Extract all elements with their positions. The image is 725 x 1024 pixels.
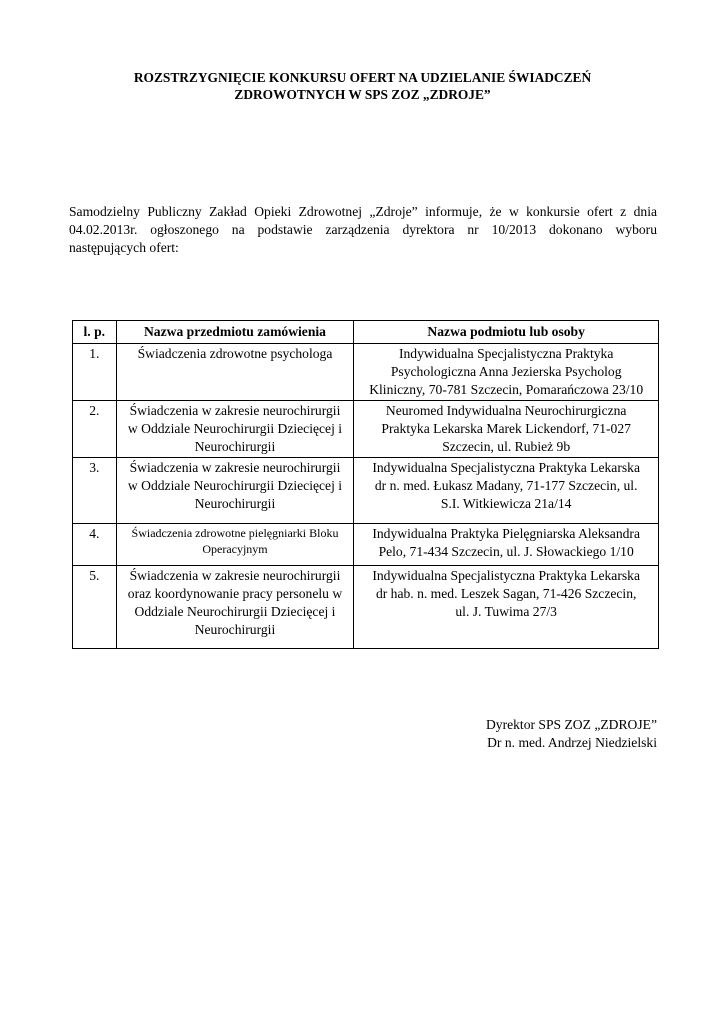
signature-name: Dr n. med. Andrzej Niedzielski (487, 735, 657, 750)
subject-line: Świadczenia zdrowotne pielęgniarki Bloku (131, 526, 339, 540)
row-number: 1. (73, 344, 117, 401)
row-number: 3. (73, 458, 117, 524)
row-subject (116, 344, 354, 401)
provider-line: Psychologiczna Anna Jezierska Psycholog (390, 364, 622, 379)
row-number: 2. (73, 401, 117, 458)
row-number: 5. (73, 566, 117, 649)
subject-line: Neurochirurgii (194, 496, 276, 511)
row-subject (116, 458, 354, 524)
row-subject (116, 524, 354, 566)
subject-line: oraz koordynowanie pracy personelu w (127, 586, 343, 601)
row-provider (354, 401, 659, 458)
provider-line: Indywidualna Praktyka Pielęgniarska Aleksandra (372, 526, 640, 541)
intro-line-2: 04.02.2013r. ogłoszonego na podstawie zarządzenia dyrektora nr 10/2013 dokonano wyboru (69, 222, 657, 237)
provider-line: Praktyka Lekarska Marek Lickendorf, 71-027 (381, 421, 631, 436)
header-lp: l. p. (73, 321, 117, 344)
provider-line: Szczecin, ul. Rubież 9b (442, 439, 571, 454)
signature-title: Dyrektor SPS ZOZ „ZDROJE” (485, 717, 657, 732)
row-provider (354, 566, 659, 649)
subject-line: w Oddziale Neurochirurgii Dziecięcej i (127, 421, 343, 436)
provider-line: Indywidualna Specjalistyczna Praktyka Lekarska (372, 568, 640, 583)
table-row (73, 401, 659, 458)
intro-line-1: Samodzielny Publiczny Zakład Opieki Zdrowotnej „Zdroje” informuje, że w konkursie ofert z dnia (69, 204, 657, 219)
subject-line: Świadczenia zdrowotne psychologa (137, 346, 333, 361)
row-provider (354, 458, 659, 524)
provider-line: Kliniczny, 70-781 Szczecin, Pomarańczowa 23/10 (369, 382, 644, 397)
provider-line: Pelo, 71-434 Szczecin, ul. J. Słowackiego 1/10 (378, 544, 634, 559)
provider-line: ul. J. Tuwima 27/3 (455, 604, 557, 619)
title-line-1: ROZSTRZYGNIĘCIE KONKURSU OFERT NA UDZIELANIE ŚWIADCZEŃ (133, 70, 592, 85)
subject-line: Neurochirurgii (194, 439, 276, 454)
provider-line: dr n. med. Łukasz Madany, 71-177 Szczecin, ul. (374, 478, 638, 493)
row-provider (354, 344, 659, 401)
row-subject (116, 401, 354, 458)
title-line-2: ZDROWOTNYCH W SPS ZOZ „ZDROJE” (234, 87, 491, 102)
document-title (60, 69, 665, 103)
subject-line: Świadczenia w zakresie neurochirurgii (129, 403, 341, 418)
provider-line: Indywidualna Specjalistyczna Praktyka (398, 346, 614, 361)
provider-line: dr hab. n. med. Leszek Sagan, 71-426 Szczecin, (375, 586, 637, 601)
intro-line-3: następujących ofert: (69, 240, 179, 255)
subject-line: Świadczenia w zakresie neurochirurgii (129, 568, 341, 583)
row-provider (354, 524, 659, 566)
subject-line: Świadczenia w zakresie neurochirurgii (129, 460, 341, 475)
signature-block (486, 716, 657, 752)
row-number: 4. (73, 524, 117, 566)
table-row (73, 566, 659, 649)
provider-line: S.I. Witkiewicza 21a/14 (440, 496, 572, 511)
table-row (73, 524, 659, 566)
intro-paragraph (69, 203, 657, 257)
subject-line: Neurochirurgii (194, 622, 276, 637)
table-row (73, 344, 659, 401)
subject-line: Operacyjnym (202, 542, 268, 556)
provider-line: Indywidualna Specjalistyczna Praktyka Lekarska (372, 460, 640, 475)
subject-line: w Oddziale Neurochirurgii Dziecięcej i (127, 478, 343, 493)
offers-table (72, 320, 659, 649)
table-header-row (73, 321, 659, 344)
header-subject: Nazwa przedmiotu zamówienia (116, 321, 354, 344)
table-row (73, 458, 659, 524)
subject-line: Oddziale Neurochirurgii Dziecięcej i (134, 604, 336, 619)
header-provider: Nazwa podmiotu lub osoby (354, 321, 659, 344)
row-subject (116, 566, 354, 649)
provider-line: Neuromed Indywidualna Neurochirurgiczna (385, 403, 627, 418)
